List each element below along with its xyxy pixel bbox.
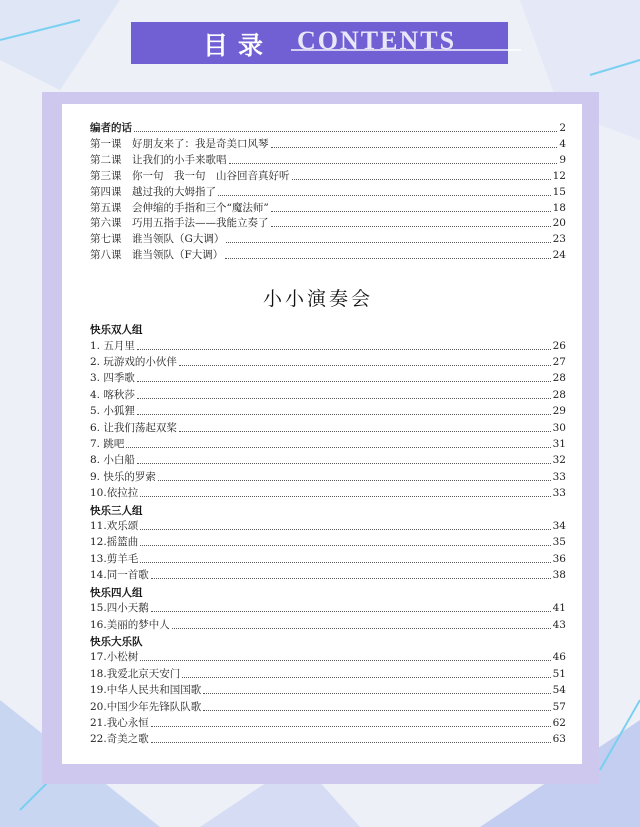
toc-entry[interactable] [90,403,566,419]
group-heading: 快乐双人组 [90,324,143,336]
toc-entry-page: 33 [552,487,566,500]
toc-entry-page: 36 [552,552,566,565]
toc-entry-page: 18 [552,201,566,214]
toc-entry-label: 14.同一首歌 [90,569,149,582]
toc-entry-label: 8. 小白船 [90,454,135,467]
leader-dots [151,719,551,727]
toc-entry-page: 33 [552,470,566,483]
contents-header [131,22,508,64]
leader-dots [271,140,558,148]
toc-entry-page: 35 [552,536,566,549]
toc-entry-label: 第五课 会伸缩的手指和三个“魔法师” [90,201,269,214]
toc-entry-page: 63 [552,733,566,746]
toc-entry-label: 第八课 谁当领队（F大调） [90,249,224,262]
toc-entry-label: 7. 跳吧 [90,437,125,450]
leader-dots [137,391,551,399]
header-title: 目录 [203,31,274,60]
toc-entry[interactable] [90,436,566,452]
toc-entry[interactable] [90,715,566,731]
toc-entry-page: 62 [552,717,566,729]
toc-entry[interactable] [90,338,566,354]
leader-dots [271,219,551,227]
toc-entry-page: 41 [552,602,566,615]
toc-entry-label: 15.四小天鹅 [90,602,149,615]
leader-dots [271,204,551,212]
leader-dots [203,703,550,711]
leader-dots [179,358,551,366]
leader-dots [140,522,550,530]
toc-entry[interactable] [90,420,566,436]
leader-dots [179,424,551,432]
toc-entry-page: 31 [552,437,566,450]
toc-entry-page: 51 [552,667,566,680]
leader-dots [218,188,551,196]
toc-entry[interactable] [90,231,566,247]
toc-entry[interactable] [90,452,566,468]
toc-entry[interactable] [90,200,566,216]
toc-entry[interactable] [90,184,566,200]
leader-dots [151,604,551,612]
toc-entry[interactable] [90,518,566,534]
toc-entry-label: 3. 四季歌 [90,372,135,385]
leader-dots [151,735,551,743]
toc-entry-page: 27 [552,355,566,368]
leader-dots [140,489,550,497]
toc-entry-label: 2. 玩游戏的小伙伴 [90,355,177,368]
toc-entry-page: 38 [552,569,566,582]
toc-entry-label: 17.小松树 [90,651,139,664]
toc-entry-label: 18.我爱北京天安门 [90,667,181,680]
toc-entry-page: 46 [552,651,566,664]
toc-entry[interactable] [90,666,566,682]
toc-entry-page: 2 [559,122,566,134]
leader-dots [292,172,551,180]
toc-entry-page: 54 [552,684,566,697]
toc-entry-page: 4 [559,137,566,150]
toc-entry-label: 12.摇篮曲 [90,536,139,549]
toc-entry-page: 26 [552,339,566,352]
group-heading: 快乐大乐队 [90,635,143,648]
toc-entry[interactable] [90,152,566,168]
toc-entry[interactable] [90,469,566,485]
header-subtitle: CONTENTS [297,26,457,55]
toc-entry-label: 11.欢乐颂 [90,520,139,532]
toc-entry-label: 16.美丽的梦中人 [90,618,170,631]
leader-dots [126,440,550,448]
leader-dots [203,686,550,694]
toc-entry-label: 编者的话 [90,122,132,134]
concert-title: 小小演奏会 [262,288,373,310]
group-heading: 快乐三人组 [90,504,143,517]
toc-entry-label: 第二课 让我们的小手来歌唱 [90,153,227,166]
toc-entry-page: 30 [552,421,566,434]
leader-dots [158,473,551,481]
toc-entry-label: 6. 让我们荡起双桨 [90,421,177,434]
toc-entry[interactable] [90,136,566,152]
leader-dots [140,653,550,661]
toc-entry-label: 13.剪羊毛 [90,552,139,565]
leader-dots [137,456,551,464]
toc-entry-label: 第六课 巧用五指手法——我能立奏了 [90,217,269,230]
leader-dots [172,621,551,629]
toc-entry[interactable] [90,551,566,567]
toc-entry-label: 1. 五月里 [90,339,135,352]
toc-entry-page: 20 [552,217,566,230]
toc-entry-page: 29 [552,405,566,418]
toc-entry-label: 20.中国少年先锋队队歌 [90,700,202,713]
toc-entry-page: 43 [552,618,566,631]
toc-entry[interactable] [90,387,566,403]
toc-entry[interactable] [90,649,566,665]
leader-dots [137,407,551,415]
toc-entry[interactable] [90,731,566,747]
toc-entry-label: 22.奇美之歌 [90,733,149,746]
toc-entry-label: 19.中华人民共和国国歌 [90,684,202,697]
toc-entry-page: 57 [552,700,566,713]
contents-panel [62,104,582,764]
toc-entry[interactable] [90,617,566,633]
leader-dots [182,670,550,678]
toc-entry-page: 34 [552,520,566,532]
toc-entry-label: 第七课 谁当领队（G大调） [90,233,225,246]
toc-entry[interactable] [90,534,566,550]
toc-entry[interactable] [90,699,566,715]
leader-dots [140,538,550,546]
toc-entry[interactable] [90,247,566,263]
toc-entry[interactable] [90,215,566,231]
leader-dots [226,235,550,243]
toc-entry-page: 23 [552,233,566,246]
leader-dots [140,555,550,563]
leader-dots [229,156,558,164]
leader-dots [134,124,557,132]
toc-entry[interactable] [90,682,566,698]
toc-entry[interactable] [90,600,566,616]
toc-entry-label: 4. 喀秋莎 [90,388,135,401]
toc-entry-label: 第一课 好朋友来了：我是奇美口风琴 [90,137,269,150]
toc-entry-label: 第四课 越过我的大姆指了 [90,185,216,198]
toc-entry-page: 24 [552,249,566,262]
toc-entry-page: 28 [552,372,566,385]
toc-entry[interactable] [90,354,566,370]
leader-dots [151,571,551,579]
toc-entry-label: 21.我心永恒 [90,717,149,729]
leader-dots [225,251,550,259]
toc-entry-label: 第三课 你一句 我一句 山谷回音真好听 [90,169,290,182]
toc-entry[interactable] [90,567,566,583]
leader-dots [137,374,551,382]
toc-entry-label: 9. 快乐的罗索 [90,470,156,483]
toc-entry[interactable] [90,485,566,501]
leader-dots [137,342,551,350]
group-heading: 快乐四人组 [90,586,143,599]
toc-entry-page: 12 [552,169,566,182]
toc-entry-label: 5. 小狐狸 [90,405,135,418]
toc-entry[interactable] [90,168,566,184]
toc-entry-page: 32 [552,454,566,467]
toc-entry[interactable] [90,370,566,386]
toc-entry-page: 28 [552,388,566,401]
toc-entry-label: 10.依拉拉 [90,487,139,500]
toc-entry-page: 15 [552,185,566,198]
toc-entry[interactable] [90,120,566,136]
toc-entry-page: 9 [559,153,566,166]
